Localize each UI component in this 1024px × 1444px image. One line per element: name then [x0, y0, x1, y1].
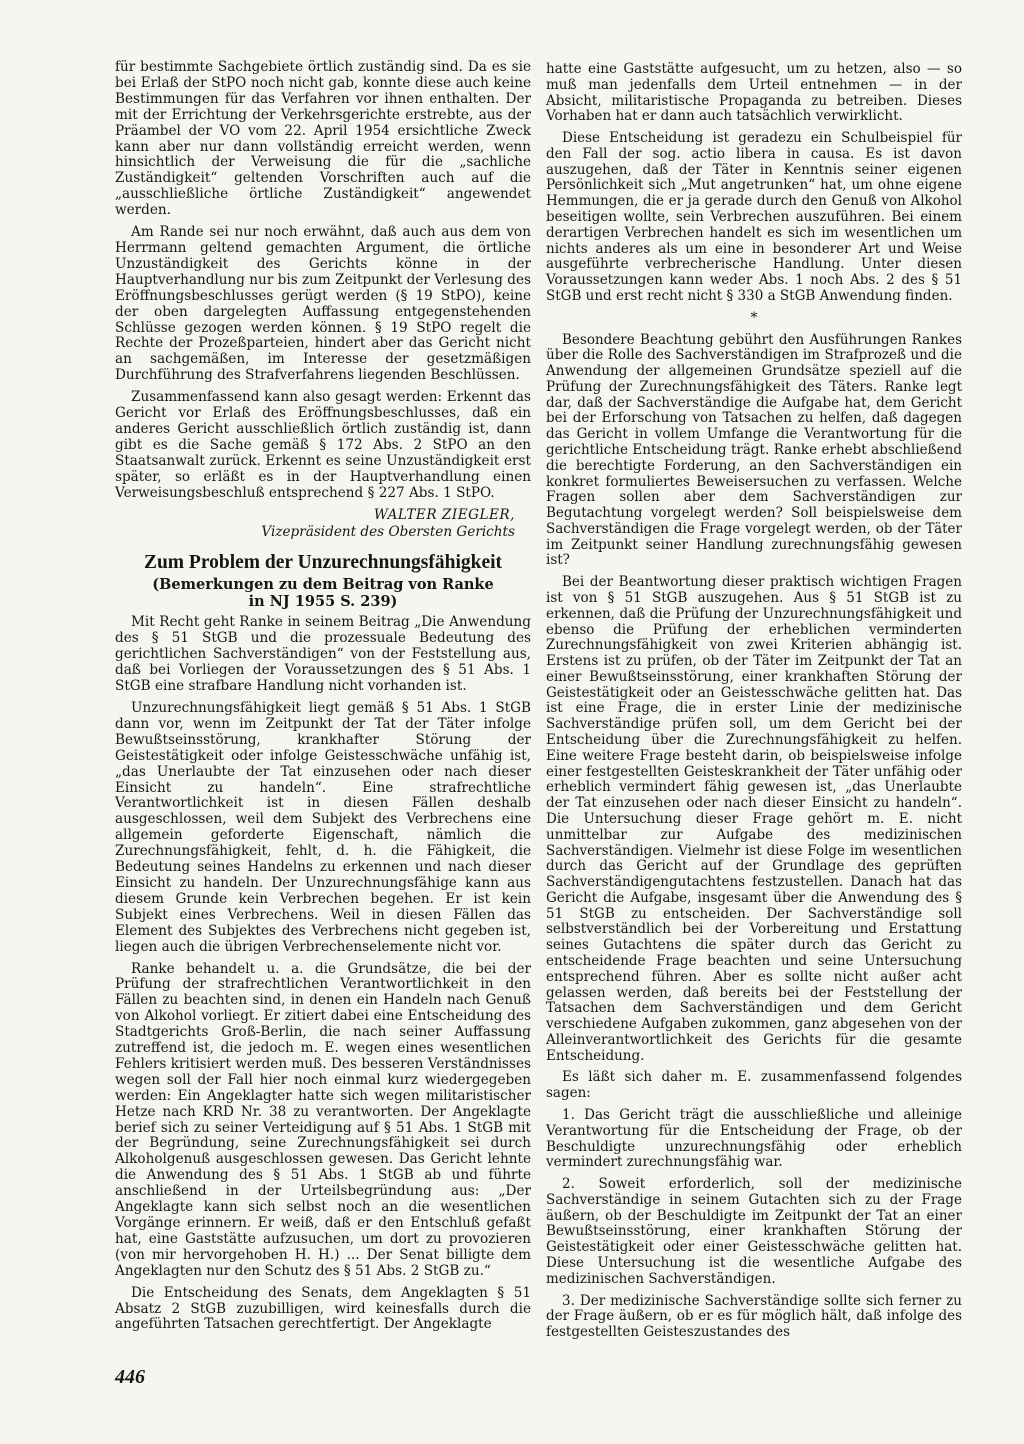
list-item: 1. Das Gericht trägt die ausschließliche und alleinige Verantwortung für die Entscheidung der Frage, ob der Beschuldigte unzurechnungsfähig oder erheblich vermindert zurechnungsfähig war.: [546, 1107, 962, 1171]
author-name: WALTER ZIEGLER,: [373, 507, 515, 524]
paragraph: Besondere Beachtung gebührt den Ausführungen Rankes über die Rolle des Sachverständigen im Strafprozeß und die Anwendung der allgemeinen Grundsätze speziell auf die Prüfung der Zurechnungsfähigkeit des Täters. Ranke legt dar, daß der Sachverständige die Aufgabe hat, dem Gericht bei der Erforschung von Tatsachen zu helfen, daß dagegen das Gericht in vollem Umfange die Verantwortung für die gerichtliche Entscheidung trägt. Ranke erhebt abschließend die berechtigte Forderung, an den Sachverständigen ein konkret formuliertes Beweisersuchen zu verfassen. Welche Fragen sollen aber dem Sachverständigen zur Begutachtung vorgelegt werden? Soll beispielsweise dem Sachverständigen die Frage vorgelegt werden, ob der Täter im Zeitpunkt seiner Handlung zurechnungsfähig gewesen ist?: [546, 331, 962, 569]
left-column: [115, 60, 531, 1339]
list-item: 2. Soweit erforderlich, soll der medizinische Sachverständige in seinem Gutachten sich zu der Frage äußern, ob der Beschuldigte im Zeitpunkt der Tat an einer Bewußtseinsstörung, einer krankhaften Störung der Geistestätigkeit oder einer Geistesschwäche gelitten hat. Diese Untersuchung ist die wesentliche Aufgabe des medizinischen Sachverständigen.: [546, 1176, 962, 1287]
paragraph: Unzurechnungsfähigkeit liegt gemäß § 51 Abs. 1 StGB dann vor, wenn im Zeitpunkt der Tat der Täter infolge Bewußtseinsstörung, krankhafter Störung der Geistestätigkeit oder infolge Geistesschwäche unfähig ist, „das Unerlaubte der Tat einzusehen oder nach dieser Einsicht zu handeln“. Eine strafrechtliche Verantwortlichkeit ist in diesen Fällen deshalb ausgeschlossen, weil dem Subjekt des Verbrechens eine allgemein geforderte Eigenschaft, nämlich die Zurechnungsfähigkeit, fehlt, d. h. die Fähigkeit, die Bedeutung seines Handelns zu erkennen und nach dieser Einsicht zu handeln. Der Unzurechnungsfähige kann aus diesem Grunde kein Verbrechen begehen. Er ist kein Subjekt eines Verbrechens. Weil in diesen Fällen das Element des Subjektes des Verbrechens nicht gegeben ist, liegen auch die übrigen Verbrechenselemente nicht vor.: [115, 700, 531, 955]
paragraph: Bei der Beantwortung dieser praktisch wichtigen Fragen ist von § 51 StGB auszugehen. Aus § 51 StGB ist zu erkennen, daß die Prüfung der Unzurechnungsfähigkeit und ebenso die Prüfung der erheblichen verminderten Zurechnungsfähigkeit von zwei Kriterien abhängig ist. Erstens ist zu prüfen, ob der Täter im Zeitpunkt der Tat an einer Bewußtseinsstörung, einer krankhaften Störung der Geistestätigkeit oder an Geistesschwäche gelitten hat. Das ist eine Frage, die in erster Linie der medizinische Sachverständige prüfen soll, um dem Gericht bei der Entscheidung über die Zurechnungsfähigkeit zu helfen. Eine weitere Frage besteht darin, ob beispielsweise infolge einer festgestellten Geisteskrankheit der Täter unfähig oder erheblich vermindert fähig gewesen ist, „das Unerlaubte der Tat einzusehen oder nach dieser Einsicht zu handeln“. Die Untersuchung dieser Frage gehört m. E. nicht unmittelbar zur Aufgabe des medizinischen Sachverständigen. Vielmehr ist diese Folge im wesentlichen durch das Gericht auf der Grundlage des geprüften Sachverständigengutachtens festzustellen. Danach hat das Gericht die Aufgabe, insgesamt über die Anwendung des § 51 StGB zu entscheiden. Der Sachverständige soll selbstverständlich bei der Vorbereitung und Erstattung seines Gutachtens die später durch das Gericht zu entscheidende Frage beachten und seine Untersuchung entsprechend führen. Aber es sollte nicht außer acht gelassen werden, daß bereits bei der Feststellung der Tatsachen dem Sachverständigen und dem Gericht verschiedene Aufgaben zukommen, ganz abgesehen von der Alleinverantwortlichkeit des Gerichts für die gesamte Entscheidung.: [546, 574, 962, 1064]
article-title: Zum Problem der Unzurechnungsfähigkeit: [143, 552, 503, 574]
paragraph: Am Rande sei nur noch erwähnt, daß auch aus dem von Herrmann geltend gemachten Argument, die örtliche Unzuständigkeit des Gerichts könne in der Hauptverhandlung nur bis zum Zeitpunkt der Verlesung des Eröffnungsbeschlusses gerügt werden (§ 19 StPO), keine der oben dargelegten Auffassung entgegenstehenden Schlüsse gezogen werden können. § 19 StPO regelt die Rechte der Prozeßparteien, hindert aber das Gericht nicht an sachgemäßen, im Interesse der gesetzmäßigen Durchführung des Strafverfahrens liegenden Beschlüssen.: [115, 224, 531, 384]
paragraph: für bestimmte Sachgebiete örtlich zuständig sind. Da es sie bei Erlaß der StPO noch nicht gab, konnte diese auch keine Bestimmungen für das Verfahren vor ihnen enthalten. Der mit der Errichtung der Verkehrsgerichte erstrebte, aus der Präambel der VO vom 22. April 1954 ersichtliche Zweck kann aber nur dann vollständig erreicht werden, wenn hinsichtlich der Verweisung die für die „sachliche Zuständigkeit“ geltenden Vorschriften auch auf die „ausschließliche örtliche Zuständigkeit“ angewendet werden.: [115, 59, 531, 219]
section-separator: *: [750, 309, 758, 326]
article-subtitle-line-2: in NJ 1955 S. 239): [248, 593, 398, 611]
right-column: [546, 62, 962, 1347]
article-subtitle: [115, 576, 531, 610]
list-item: 3. Der medizinische Sachverständige sollte sich ferner zu der Frage äußern, ob er es für möglich hält, daß infolge des festgestellten Geisteszustandes des: [546, 1292, 962, 1341]
paragraph: Diese Entscheidung ist geradezu ein Schulbeispiel für den Fall der sog. actio libera in causa. Es ist davon auszugehen, daß der Täter in Kenntnis seiner eigenen Persönlichkeit sich „Mut angetrunken“ hat, um ohne eigene Hemmungen, die er ja gerade durch den Genuß von Alkohol beseitigen wollte, sein Verbrechen auszuführen. Bei einem derartigen Verbrechen handelt es sich im wesentlichen um nichts anderes als um eine in besonderer Art und Weise ausgeführte verbrecherische Handlung. Unter diesen Voraussetzungen kann weder Abs. 1 noch Abs. 2 des § 51 StGB und erst recht nicht § 330 a StGB Anwendung finden.: [546, 130, 962, 304]
paragraph: Ranke behandelt u. a. die Grundsätze, die bei der Prüfung der strafrechtlichen Verantwortlichkeit in den Fällen zu beachten sind, in denen ein Handeln nach Genuß von Alkohol vorliegt. Er zitiert dabei eine Entscheidung des Stadtgerichts Groß-Berlin, die nach seiner Auffassung zutreffend ist, die jedoch m. E. wegen eines wesentlichen Fehlers kritisiert werden muß. Des besseren Verständnisses wegen soll der Fall hier noch einmal kurz wiedergegeben werden: Ein Angeklagter hatte sich wegen militaristischer Hetze nach KRD Nr. 38 zu verantworten. Der Angeklagte berief sich zu seiner Verteidigung auf § 51 Abs. 1 StGB mit der Begründung, seine Zurechnungsfähigkeit sei durch Alkoholgenuß ausgeschlossen gewesen. Das Gericht lehnte die Anwendung des § 51 Abs. 1 StGB ab und führte anschließend in der Urteilsbegründung aus: „Der Angeklagte kann sich selbst noch an die wesentlichen Vorgänge erinnern. Er weiß, daß er den Entschluß gefaßt hat, eine Gaststätte aufzusuchen, um dort zu provozieren (von mir hervorgehoben H. H.) ... Der Senat billigte dem Angeklagten nur den Schutz des § 51 Abs. 2 StGB zu.“: [115, 960, 531, 1279]
article-subtitle-line-1: (Bemerkungen zu dem Beitrag von Ranke: [152, 576, 494, 594]
paragraph: Es läßt sich daher m. E. zusammenfassend folgendes sagen:: [546, 1069, 962, 1102]
paragraph: hatte eine Gaststätte aufgesucht, um zu hetzen, also — so muß man jedenfalls dem Urteil entnehmen — in der Absicht, militaristische Propaganda zu betreiben. Dieses Vorhaben hat er dann auch tatsächlich verwirklicht.: [546, 61, 962, 125]
author-title: Vizepräsident des Obersten Gerichts: [261, 524, 515, 541]
paragraph: Die Entscheidung des Senats, dem Angeklagten § 51 Absatz 2 StGB zuzubilligen, wird keinesfalls durch die angeführten Tatsachen gerechtfertigt. Der Angeklagte: [115, 1284, 531, 1333]
paragraph: Zusammenfassend kann also gesagt werden: Erkennt das Gericht vor Erlaß des Eröffnungsbeschlusses, daß ein anderes Gericht ausschließlich örtlich zuständig ist, dann gibt es die Sache gemäß § 172 Abs. 2 StPO an den Staatsanwalt zurück. Erkennt es seine Unzuständigkeit erst später, so erläßt es in der Hauptverhandlung einen Verweisungsbeschluß entsprechend § 227 Abs. 1 StPO.: [115, 389, 531, 501]
paragraph: Mit Recht geht Ranke in seinem Beitrag „Die Anwendung des § 51 StGB und die prozessuale Bedeutung des gerichtlichen Sachverständigen“ von der Feststellung aus, daß bei Vorliegen der Voraussetzungen des § 51 Abs. 1 StGB eine strafbare Handlung nicht vorhanden ist.: [115, 614, 531, 695]
page-number: 446: [115, 1366, 145, 1388]
